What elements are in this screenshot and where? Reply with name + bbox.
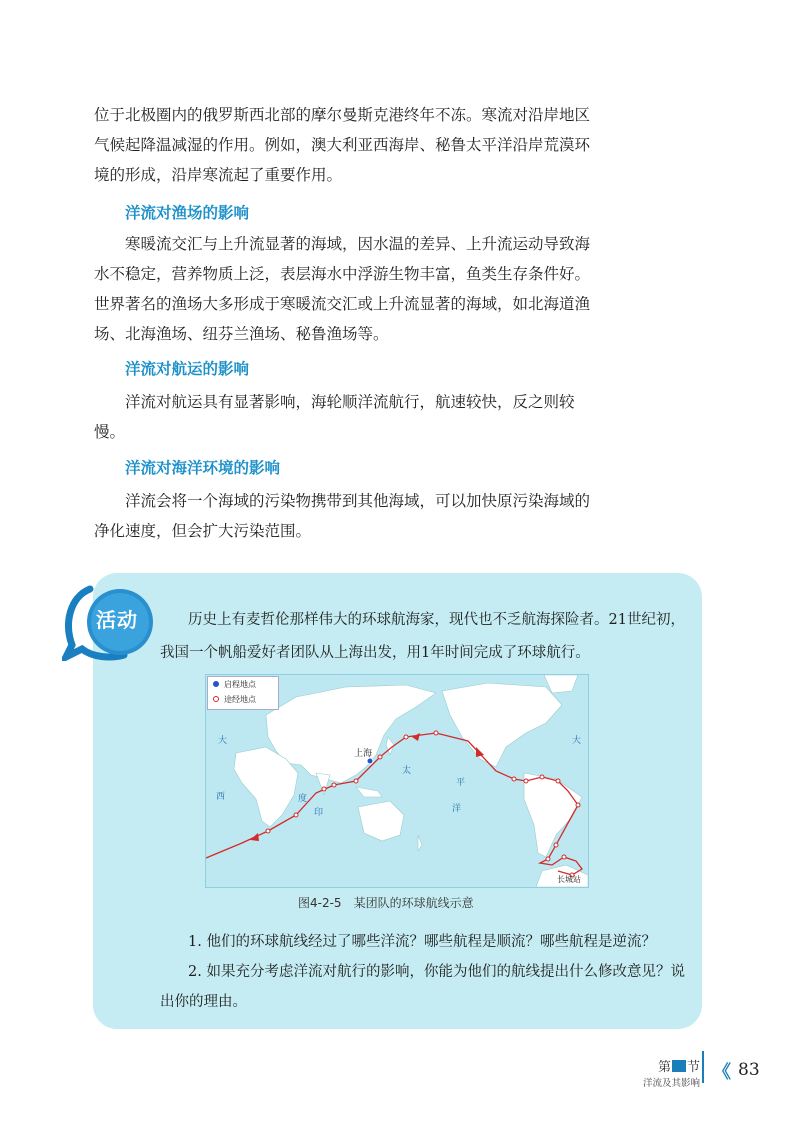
paragraph-fishery: 寒暖流交汇与上升流显著的海域，因水温的差异、上升流运动导致海水不稳定，营养物质上泛，表层海水中浮游生物丰富，鱼类生存条件好。世界著名的渔场大多形成于寒暖流交汇或上升流显著的海域，如北海道渔场、北海渔场、纽芬兰渔场、秘鲁渔场等。	[94, 235, 591, 343]
footer-divider	[702, 1051, 704, 1083]
map-legend	[207, 676, 279, 710]
question-1: 1. 他们的环球航线经过了哪些洋流？哪些航程是顺流？哪些航程是逆流？	[188, 934, 656, 950]
svg-text:印: 印	[314, 808, 324, 818]
section-label	[640, 1056, 700, 1089]
page-number: 83	[738, 1060, 760, 1080]
start-point-icon	[213, 681, 219, 687]
svg-text:太: 太	[402, 766, 412, 776]
legend-via-label: 途经地点	[224, 695, 256, 704]
question-2: 2. 如果充分考虑洋流对航行的影响，你能为他们的航线提出什么修改意见？说出你的理由。	[160, 964, 685, 1010]
svg-text:大: 大	[572, 736, 582, 746]
map-label-shanghai: 上海	[354, 749, 373, 759]
svg-text:洋: 洋	[452, 804, 462, 814]
svg-text:平: 平	[456, 778, 466, 788]
map-label-station: 长城站	[557, 875, 581, 884]
paragraph-environment: 洋流会将一个海域的污染物携带到其他海域，可以加快原污染海域的净化速度，但会扩大污染范围。	[94, 492, 591, 540]
paragraph-cold-current: 位于北极圈内的俄罗斯西北部的摩尔曼斯克港终年不冻。寒流对沿岸地区气候起降温减湿的作用。例如，澳大利亚西海岸、秘鲁太平洋沿岸荒漠环境的形成，沿岸寒流起了重要作用。	[94, 106, 591, 184]
heading-fishery: 洋流对渔场的影响	[125, 204, 250, 222]
footer-chevrons: 《	[713, 1062, 731, 1083]
svg-text:大: 大	[218, 736, 228, 746]
section-prefix: 第	[657, 1060, 671, 1075]
activity-badge-label: 活动	[96, 608, 138, 632]
heading-shipping: 洋流对航运的影响	[125, 360, 250, 378]
activity-intro: 历史上有麦哲伦那样伟大的环球航海家，现代也不乏航海探险者。21世纪初，我国一个帆船爱好者团队从上海出发，用1年时间完成了环球航行。	[160, 612, 685, 661]
legend-start-label: 启程地点	[224, 680, 256, 689]
figure-caption: 图4-2-5 某团队的环球航线示意	[298, 896, 474, 910]
section-suffix: 节	[686, 1060, 700, 1075]
section-title: 洋流及其影响	[642, 1078, 700, 1089]
section-number-box	[672, 1060, 686, 1072]
heading-environment: 洋流对海洋环境的影响	[125, 459, 281, 477]
svg-text:度: 度	[298, 794, 308, 804]
paragraph-shipping: 洋流对航运具有显著影响，海轮顺洋流航行，航速较快，反之则较慢。	[94, 393, 575, 441]
via-point-icon	[213, 696, 219, 702]
svg-text:西: 西	[216, 792, 226, 802]
